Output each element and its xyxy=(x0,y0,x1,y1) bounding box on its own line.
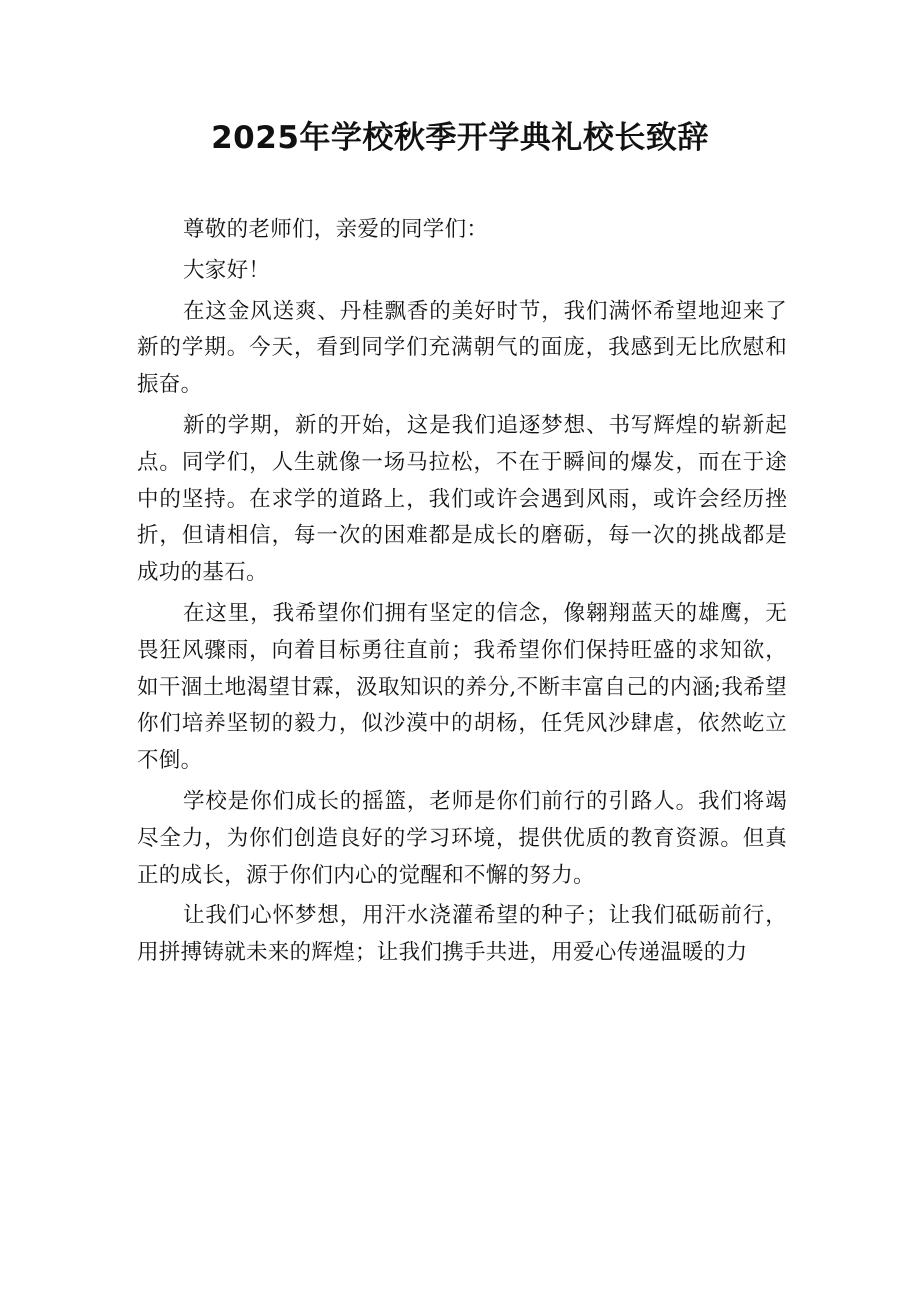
greeting-paragraph: 尊敬的老师们，亲爱的同学们： xyxy=(183,217,489,242)
document-body xyxy=(137,212,787,972)
body-paragraph: 让我们心怀梦想，用汗水浇灌希望的种子；让我们砥砺前行，用拼搏铸就未来的辉煌；让我们携手共进，用爱心传递温暖的力 xyxy=(137,903,787,966)
document-title: 2025年学校秋季开学典礼校长致辞 xyxy=(211,120,709,156)
body-paragraph: 新的学期，新的开始，这是我们追逐梦想、书写辉煌的崭新起点。同学们，人生就像一场马拉松，不在于瞬间的爆发，而在于途中的坚持。在求学的道路上，我们或许会遇到风雨，或许会经历挫折，但请相信，每一次的困难都是成长的磨砺，每一次的挑战都是成功的基石。 xyxy=(137,412,787,586)
body-paragraph: 在这金风送爽、丹桂飘香的美好时节，我们满怀希望地迎来了新的学期。今天，看到同学们充满朝气的面庞，我感到无比欣慰和振奋。 xyxy=(137,298,787,398)
body-paragraph: 在这里，我希望你们拥有坚定的信念，像翱翔蓝天的雄鹰，无畏狂风骤雨，向着目标勇往直前；我希望你们保持旺盛的求知欲，如干涸土地渴望甘霖，汲取知识的养分,不断丰富自己的内涵;我希望你们培养坚韧的毅力，似沙漠中的胡杨，任凭风沙肆虐，依然屹立不倒。 xyxy=(137,600,787,774)
salutation-paragraph: 大家好！ xyxy=(183,257,271,283)
body-paragraph: 学校是你们成长的摇篮，老师是你们前行的引路人。我们将竭尽全力，为你们创造良好的学习环境，提供优质的教育资源。但真正的成长，源于你们内心的觉醒和不懈的努力。 xyxy=(137,788,787,888)
